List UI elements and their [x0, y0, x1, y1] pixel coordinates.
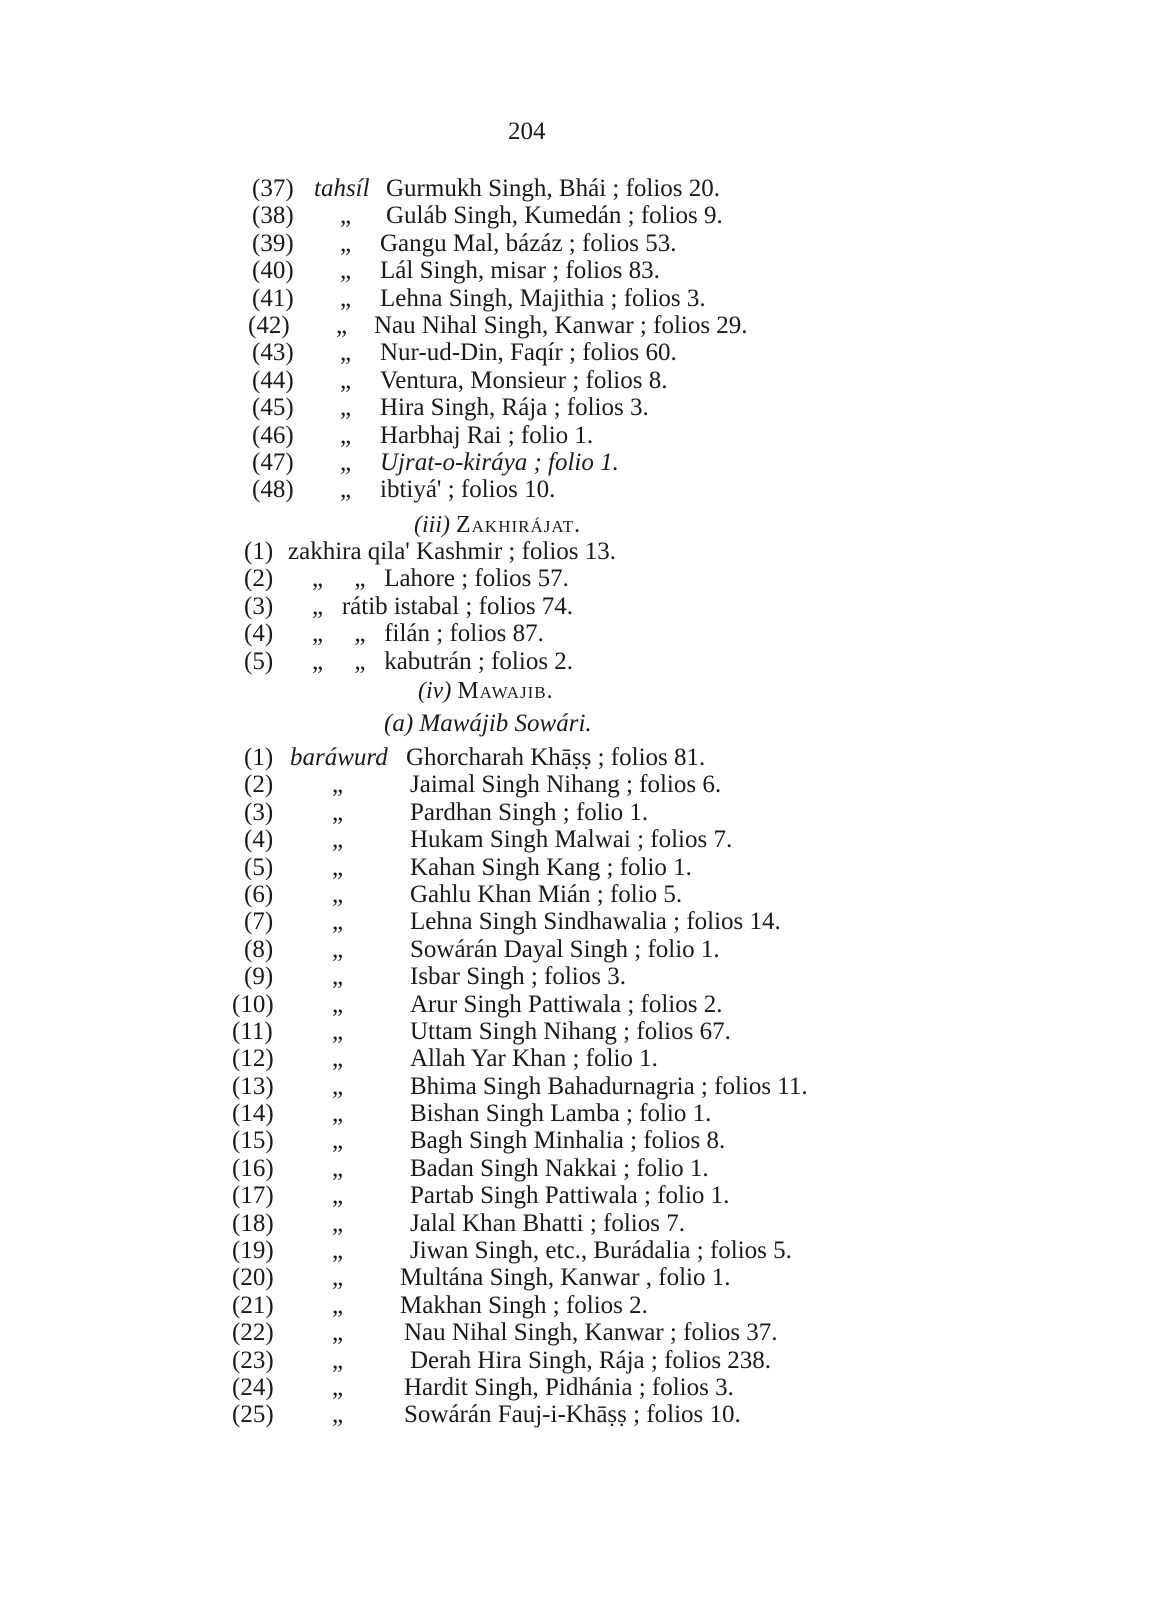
- entry-text: Makhan Singh ; folios 2.: [400, 1291, 648, 1319]
- entry-text: Lehna Singh Sindhawalia ; folios 14.: [410, 908, 781, 936]
- ditto-mark: „: [340, 229, 352, 257]
- list-item: [0, 367, 1163, 394]
- entry-text: Hardit Singh, Pidhánia ; folios 3.: [404, 1373, 734, 1401]
- entry-number: (3): [244, 592, 274, 620]
- entry-number: (48): [252, 476, 294, 504]
- ditto-mark: „: [340, 421, 352, 449]
- list-item: [0, 771, 1163, 798]
- list-item: [0, 881, 1163, 908]
- heading-title: Zakhirájat.: [456, 512, 582, 538]
- list-item: [0, 1045, 1163, 1072]
- entry-text: Ghorcharah Khāṣṣ ; folios 81.: [406, 744, 706, 771]
- entry-number: (18): [232, 1209, 274, 1237]
- list-item: [0, 1210, 1163, 1237]
- entry-number: (3): [244, 798, 274, 826]
- ditto-mark: „: [340, 366, 352, 394]
- list-item: [0, 826, 1163, 853]
- entry-number: (11): [232, 1017, 273, 1045]
- entry-number: (2): [244, 565, 274, 593]
- list-item: [0, 593, 1163, 620]
- list-item: [0, 449, 1163, 476]
- list-item: [0, 963, 1163, 990]
- entry-text: Allah Yar Khan ; folio 1.: [410, 1045, 658, 1073]
- ditto-mark: „: [332, 1127, 344, 1155]
- entry-number: (15): [232, 1127, 274, 1155]
- ditto-mark: „: [340, 394, 352, 422]
- list-item: [0, 394, 1163, 421]
- list-item: [0, 339, 1163, 366]
- list-item: [0, 854, 1163, 881]
- entry-prefix: baráwurd: [290, 744, 388, 771]
- mawajib-list: [0, 744, 1163, 1429]
- list-item: [0, 257, 1163, 284]
- subsection-title: (a) Mawájib Sowári.: [384, 710, 592, 737]
- entry-text: Gurmukh Singh, Bhái ; folios 20.: [386, 175, 721, 202]
- list-item: [0, 230, 1163, 257]
- list-item: [0, 1264, 1163, 1291]
- subsection-heading: [384, 710, 592, 738]
- ditto-mark: „: [332, 880, 344, 908]
- page-number: 204: [508, 118, 546, 145]
- entry-text: Hukam Singh Malwai ; folios 7.: [410, 826, 733, 854]
- entry-text: ibtiyá' ; folios 10.: [380, 476, 556, 504]
- ditto-mark: „: [340, 448, 352, 476]
- list-item: [0, 936, 1163, 963]
- ditto-mark: „: [332, 798, 344, 826]
- list-item: [0, 476, 1163, 503]
- ditto-mark: „: [332, 1401, 344, 1429]
- list-item: [0, 908, 1163, 935]
- entry-number: (6): [244, 880, 274, 908]
- ditto-mark: „: [332, 853, 344, 881]
- list-item: [0, 1127, 1163, 1154]
- ditto-mark: „: [332, 771, 344, 799]
- entry-text: Bishan Singh Lamba ; folio 1.: [410, 1100, 712, 1128]
- entry-number: (41): [252, 284, 294, 312]
- ditto-mark: „: [332, 963, 344, 991]
- entry-text: Ventura, Monsieur ; folios 8.: [380, 366, 668, 394]
- ditto-mark: „: [340, 476, 352, 504]
- entry-text: Harbhaj Rai ; folio 1.: [380, 421, 594, 449]
- list-item: [0, 202, 1163, 229]
- ditto-mark: „: [332, 1319, 344, 1347]
- entry-number: (4): [244, 826, 274, 854]
- entry-text: Nau Nihal Singh, Kanwar ; folios 37.: [404, 1319, 778, 1347]
- list-item: [0, 1374, 1163, 1401]
- ditto-mark: „: [332, 990, 344, 1018]
- entry-number: (5): [244, 647, 274, 675]
- entry-text: Uttam Singh Nihang ; folios 67.: [410, 1017, 731, 1045]
- ditto-mark: „: [332, 1209, 344, 1237]
- entry-text: Gahlu Khan Mián ; folio 5.: [410, 880, 683, 908]
- ditto-mark: „: [332, 1182, 344, 1210]
- list-item: [0, 175, 1163, 202]
- entry-text: Partab Singh Pattiwala ; folio 1.: [410, 1182, 730, 1210]
- entry-text: Bhima Singh Bahadurnagria ; folios 11.: [410, 1072, 808, 1100]
- list-item: [0, 285, 1163, 312]
- entry-number: (5): [244, 853, 274, 881]
- list-item: [0, 1347, 1163, 1374]
- list-item: [0, 422, 1163, 449]
- list-item: [0, 799, 1163, 826]
- entry-text: Lehna Singh, Majithia ; folios 3.: [380, 284, 706, 312]
- entry-text: „ „ Lahore ; folios 57.: [312, 565, 569, 593]
- entry-text: Sowárán Fauj-i-Khāṣṣ ; folios 10.: [404, 1401, 741, 1429]
- entry-text: Multána Singh, Kanwar , folio 1.: [400, 1264, 731, 1292]
- heading-title: Mawajib.: [457, 678, 554, 704]
- entry-text: „ rátib istabal ; folios 74.: [312, 592, 574, 620]
- ditto-mark: „: [332, 908, 344, 936]
- list-item: [0, 1401, 1163, 1428]
- entry-text: Badan Singh Nakkai ; folio 1.: [410, 1154, 709, 1182]
- entry-number: (8): [244, 935, 274, 963]
- entry-number: (10): [232, 990, 274, 1018]
- entry-number: (37): [252, 175, 294, 202]
- list-item: [0, 1182, 1163, 1209]
- entry-number: (46): [252, 421, 294, 449]
- ditto-mark: „: [332, 1237, 344, 1265]
- entry-text: Bagh Singh Minhalia ; folios 8.: [410, 1127, 726, 1155]
- entry-text: Sowárán Dayal Singh ; folio 1.: [410, 935, 720, 963]
- entry-number: (45): [252, 394, 294, 422]
- list-item: [0, 1073, 1163, 1100]
- entry-number: (14): [232, 1100, 274, 1128]
- entry-number: (17): [232, 1182, 274, 1210]
- entry-number: (20): [232, 1264, 274, 1292]
- list-item: [0, 312, 1163, 339]
- entry-text: Jaimal Singh Nihang ; folios 6.: [410, 771, 722, 799]
- list-item: [0, 991, 1163, 1018]
- list-item: [0, 648, 1163, 675]
- list-item: [0, 620, 1163, 647]
- ditto-mark: „: [332, 1291, 344, 1319]
- list-item: [0, 1292, 1163, 1319]
- list-item: [0, 1319, 1163, 1346]
- ditto-mark: „: [332, 1072, 344, 1100]
- list-item: [0, 1100, 1163, 1127]
- ditto-mark: „: [332, 1154, 344, 1182]
- ditto-mark: „: [332, 1045, 344, 1073]
- list-item: [0, 744, 1163, 771]
- entry-number: (42): [248, 311, 290, 339]
- entry-text: Lál Singh, misar ; folios 83.: [380, 257, 660, 285]
- ditto-mark: „: [332, 1373, 344, 1401]
- entry-text: „ „ kabutrán ; folios 2.: [312, 647, 574, 675]
- entry-text: Hira Singh, Rája ; folios 3.: [380, 394, 649, 422]
- entry-number: (39): [252, 229, 294, 257]
- entry-text: Guláb Singh, Kumedán ; folios 9.: [386, 202, 723, 230]
- entry-text: Arur Singh Pattiwala ; folios 2.: [410, 990, 723, 1018]
- entry-number: (7): [244, 908, 274, 936]
- tahsil-list: [0, 175, 1163, 504]
- entry-number: (23): [232, 1346, 274, 1374]
- entry-text: Derah Hira Singh, Rája ; folios 238.: [410, 1346, 772, 1374]
- entry-text: Nur-ud-Din, Faqír ; folios 60.: [380, 339, 677, 367]
- entry-number: (12): [232, 1045, 274, 1073]
- ditto-mark: „: [332, 1264, 344, 1292]
- zakhirajat-list: [0, 538, 1163, 675]
- entry-text: Ujrat-o-kiráya ; folio 1.: [380, 448, 619, 476]
- list-item: [0, 1237, 1163, 1264]
- ditto-mark: „: [340, 202, 352, 230]
- entry-prefix: tahsíl: [314, 175, 370, 202]
- entry-text: Jiwan Singh, etc., Burádalia ; folios 5.: [410, 1237, 792, 1265]
- entry-text: „ „ filán ; folios 87.: [312, 620, 544, 648]
- entry-text: Jalal Khan Bhatti ; folios 7.: [410, 1209, 685, 1237]
- heading-numeral: (iv): [418, 678, 452, 704]
- ditto-mark: „: [340, 284, 352, 312]
- entry-number: (1): [244, 538, 274, 565]
- ditto-mark: „: [340, 339, 352, 367]
- entry-number: (2): [244, 771, 274, 799]
- list-item: [0, 1155, 1163, 1182]
- entry-number: (9): [244, 963, 274, 991]
- entry-number: (19): [232, 1237, 274, 1265]
- entry-text: Pardhan Singh ; folio 1.: [410, 798, 649, 826]
- ditto-mark: „: [332, 1346, 344, 1374]
- entry-number: (16): [232, 1154, 274, 1182]
- section-heading-mawajib: [418, 678, 554, 705]
- entry-number: (4): [244, 620, 274, 648]
- entry-number: (47): [252, 448, 294, 476]
- heading-numeral: (iii): [414, 512, 450, 538]
- entry-number: (44): [252, 366, 294, 394]
- list-item: [0, 565, 1163, 592]
- ditto-mark: „: [332, 826, 344, 854]
- ditto-mark: „: [332, 1017, 344, 1045]
- list-item: [0, 1018, 1163, 1045]
- entry-text: Gangu Mal, bázáz ; folios 53.: [380, 229, 677, 257]
- ditto-mark: „: [336, 311, 348, 339]
- entry-text: Kahan Singh Kang ; folio 1.: [410, 853, 692, 881]
- entry-text: Nau Nihal Singh, Kanwar ; folios 29.: [374, 311, 748, 339]
- entry-number: (21): [232, 1291, 274, 1319]
- ditto-mark: „: [332, 1100, 344, 1128]
- entry-number: (24): [232, 1373, 274, 1401]
- list-item: [0, 538, 1163, 565]
- entry-number: (38): [252, 202, 294, 230]
- entry-number: (25): [232, 1401, 274, 1429]
- entry-text: Isbar Singh ; folios 3.: [410, 963, 626, 991]
- entry-number: (40): [252, 257, 294, 285]
- ditto-mark: „: [340, 257, 352, 285]
- section-heading-zakhirajat: [414, 512, 581, 539]
- ditto-mark: „: [332, 935, 344, 963]
- entry-number: (13): [232, 1072, 274, 1100]
- entry-number: (22): [232, 1319, 274, 1347]
- entry-number: (1): [244, 744, 274, 771]
- entry-text: zakhira qila' Kashmir ; folios 13.: [288, 538, 617, 565]
- entry-number: (43): [252, 339, 294, 367]
